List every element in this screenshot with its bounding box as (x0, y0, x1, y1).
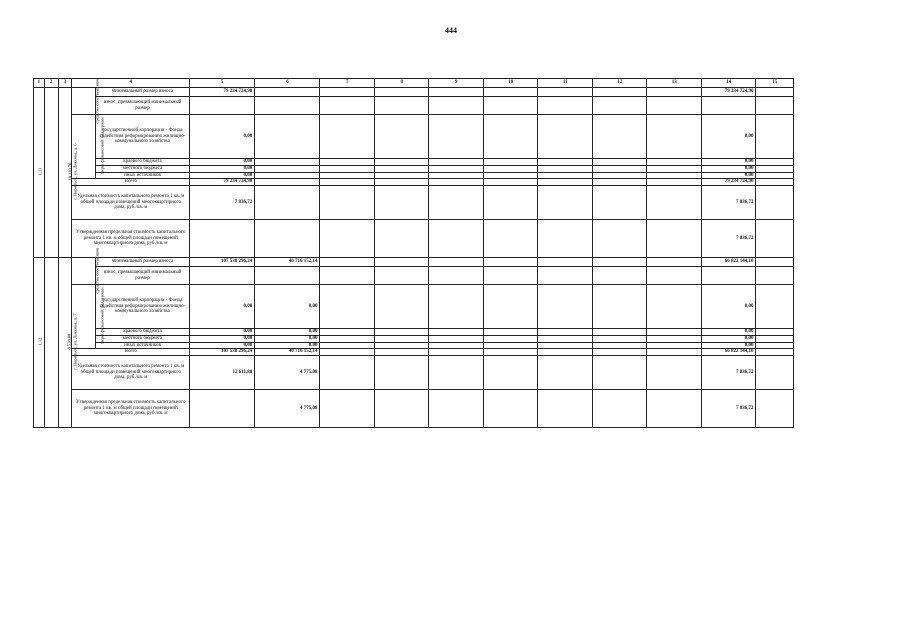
value-cell (190, 267, 255, 285)
record-index: 1.11 (34, 88, 45, 258)
value-cell: 7 836,72 (190, 186, 255, 220)
value-cell: 107 538 296,24 (190, 258, 255, 267)
empty-cell (756, 335, 794, 342)
empty-cell (320, 390, 375, 428)
empty-cell (374, 356, 429, 390)
empty-cell (647, 88, 702, 97)
empty-cell (429, 335, 484, 342)
empty-cell (320, 356, 375, 390)
value-cell: 0,00 (701, 329, 756, 336)
record-address: г. Норильск, ул. Диксона, д. 7 (44, 258, 58, 428)
empty-cell (483, 115, 538, 159)
row-label: Удельная стоимость капитального ремонта 1 кв. м общей площади помещений многоквартирного дома, руб./кв. м (72, 186, 190, 220)
empty-cell (429, 356, 484, 390)
column-header: 13 (647, 79, 702, 88)
empty-cell (647, 342, 702, 349)
table-row (34, 172, 794, 179)
empty-cell (756, 220, 794, 258)
empty-cell (483, 356, 538, 390)
empty-cell (756, 342, 794, 349)
value-cell (190, 220, 255, 258)
value-cell (255, 165, 320, 172)
empty-cell (538, 179, 593, 186)
column-header: 15 (756, 79, 794, 88)
empty-cell (647, 172, 702, 179)
value-cell: 0,00 (701, 172, 756, 179)
empty-cell (647, 97, 702, 115)
empty-cell (374, 349, 429, 356)
empty-cell (592, 267, 647, 285)
column-header: 12 (592, 79, 647, 88)
empty-cell (374, 285, 429, 329)
empty-cell (538, 335, 593, 342)
value-cell: 0,00 (701, 159, 756, 166)
empty-cell (320, 267, 375, 285)
row-label: взнос, превышающий минимальный размер (95, 267, 189, 285)
value-cell: 0,00 (701, 115, 756, 159)
row-label: минимальный размер взноса (95, 258, 189, 267)
column-header: 11 (538, 79, 593, 88)
empty-cell (538, 342, 593, 349)
empty-cell (592, 165, 647, 172)
record-area: 8 528,80 (58, 258, 72, 428)
empty-cell (647, 115, 702, 159)
empty-cell (592, 335, 647, 342)
column-header: 9 (429, 79, 484, 88)
empty-cell (483, 97, 538, 115)
empty-cell (756, 179, 794, 186)
row-label: Утвержденная предельная стоимость капитального ремонта 1 кв. м общей площади помещений многоквартирного дома, руб./кв. м (72, 390, 190, 428)
owners-funds-label: средства собственников (72, 88, 96, 115)
empty-cell (592, 258, 647, 267)
empty-cell (756, 349, 794, 356)
empty-cell (429, 159, 484, 166)
empty-cell (374, 172, 429, 179)
value-cell: 0,00 (190, 159, 255, 166)
empty-cell (647, 335, 702, 342)
value-cell: 0,00 (701, 335, 756, 342)
value-cell: 0,00 (255, 342, 320, 349)
row-label: краевого бюджета (95, 159, 189, 166)
empty-cell (647, 165, 702, 172)
value-cell (190, 390, 255, 428)
empty-cell (538, 186, 593, 220)
empty-cell (538, 97, 593, 115)
value-cell: 79 234 724,90 (190, 88, 255, 97)
empty-cell (756, 172, 794, 179)
empty-cell (320, 285, 375, 329)
empty-cell (320, 88, 375, 97)
value-cell (255, 220, 320, 258)
value-cell (255, 172, 320, 179)
value-cell: 0,00 (701, 342, 756, 349)
value-cell (255, 179, 320, 186)
empty-cell (756, 115, 794, 159)
value-cell: 7 836,72 (701, 186, 756, 220)
empty-cell (592, 186, 647, 220)
empty-cell (374, 258, 429, 267)
value-cell: 12 611,80 (190, 356, 255, 390)
value-cell: 79 234 724,90 (190, 179, 255, 186)
empty-cell (647, 390, 702, 428)
empty-cell (647, 220, 702, 258)
empty-cell (538, 88, 593, 97)
row-label: Всего (72, 179, 190, 186)
value-cell (255, 159, 320, 166)
empty-cell (429, 349, 484, 356)
empty-cell (756, 356, 794, 390)
empty-cell (483, 179, 538, 186)
empty-cell (374, 342, 429, 349)
table-row (34, 267, 794, 285)
empty-cell (483, 159, 538, 166)
empty-cell (647, 329, 702, 336)
empty-cell (320, 115, 375, 159)
value-cell (190, 97, 255, 115)
empty-cell (374, 186, 429, 220)
row-label: краевого бюджета (95, 329, 189, 336)
empty-cell (429, 285, 484, 329)
column-header: 6 (255, 79, 320, 88)
empty-cell (592, 390, 647, 428)
empty-cell (374, 115, 429, 159)
empty-cell (592, 285, 647, 329)
value-cell: 66 822 144,10 (701, 349, 756, 356)
table-row (34, 220, 794, 258)
value-cell: 0,00 (190, 342, 255, 349)
empty-cell (320, 335, 375, 342)
record-address: г. Норильск, ул. Диксона, д. 6 (44, 88, 58, 258)
empty-cell (429, 172, 484, 179)
empty-cell (592, 342, 647, 349)
column-header: 3 (58, 79, 72, 88)
empty-cell (538, 115, 593, 159)
empty-cell (429, 342, 484, 349)
table-row (34, 97, 794, 115)
table-row (34, 159, 794, 166)
empty-cell (592, 220, 647, 258)
value-cell: 0,00 (255, 335, 320, 342)
value-cell: 0,00 (190, 335, 255, 342)
empty-cell (429, 115, 484, 159)
empty-cell (538, 220, 593, 258)
record-index: 1.12 (34, 258, 45, 428)
empty-cell (592, 329, 647, 336)
empty-cell (592, 356, 647, 390)
empty-cell (592, 159, 647, 166)
empty-cell (592, 88, 647, 97)
empty-cell (756, 88, 794, 97)
empty-cell (756, 165, 794, 172)
empty-cell (374, 165, 429, 172)
empty-cell (538, 390, 593, 428)
empty-cell (483, 172, 538, 179)
row-label: иных источников (95, 342, 189, 349)
empty-cell (483, 88, 538, 97)
value-cell: 40 716 152,14 (255, 349, 320, 356)
table-row (34, 179, 794, 186)
table-row (34, 165, 794, 172)
empty-cell (592, 115, 647, 159)
empty-cell (320, 342, 375, 349)
empty-cell (374, 390, 429, 428)
page-number: 444 (445, 26, 457, 35)
table-row (34, 329, 794, 336)
empty-cell (592, 349, 647, 356)
value-cell: 7 836,72 (701, 356, 756, 390)
column-header: 8 (374, 79, 429, 88)
table-row (34, 342, 794, 349)
empty-cell (320, 220, 375, 258)
empty-cell (756, 159, 794, 166)
row-label: местного бюджета (95, 165, 189, 172)
empty-cell (592, 172, 647, 179)
row-label: государственной корпорации - Фонда содействия реформированию жилищно-коммунального хозяйства (95, 285, 189, 329)
empty-cell (320, 159, 375, 166)
table-row (34, 115, 794, 159)
value-cell: 79 234 724,90 (701, 179, 756, 186)
column-header: 5 (190, 79, 255, 88)
value-cell: 40 716 152,14 (255, 258, 320, 267)
empty-cell (756, 329, 794, 336)
table-row (34, 335, 794, 342)
empty-cell (592, 179, 647, 186)
row-label: государственной корпорации - Фонда содействия реформированию жилищно-коммунального хозяйства (95, 115, 189, 159)
empty-cell (429, 179, 484, 186)
empty-cell (374, 159, 429, 166)
empty-cell (647, 179, 702, 186)
empty-cell (483, 390, 538, 428)
empty-cell (538, 159, 593, 166)
column-number-row (34, 79, 794, 88)
owners-funds-label: средства собственников (72, 258, 96, 285)
empty-cell (320, 186, 375, 220)
row-label: местного бюджета (95, 335, 189, 342)
empty-cell (647, 186, 702, 220)
row-label: Утвержденная предельная стоимость капитального ремонта 1 кв. м общей площади помещений многоквартирного дома, руб./кв. м (72, 220, 190, 258)
row-label: взнос, превышающий минимальный размер (95, 97, 189, 115)
table-row (34, 186, 794, 220)
empty-cell (483, 220, 538, 258)
empty-cell (429, 390, 484, 428)
record-area: 10 110,70 (58, 88, 72, 258)
value-cell: 0,00 (255, 285, 320, 329)
table-row (34, 390, 794, 428)
value-cell: 4 775,08 (255, 390, 320, 428)
empty-cell (647, 159, 702, 166)
table-row (34, 258, 794, 267)
empty-cell (483, 349, 538, 356)
row-label: Удельная стоимость капитального ремонта 1 кв. м общей площади помещений многоквартирного дома, руб./кв. м (72, 356, 190, 390)
value-cell: 0,00 (190, 329, 255, 336)
empty-cell (483, 258, 538, 267)
empty-cell (483, 285, 538, 329)
empty-cell (592, 97, 647, 115)
table-row (34, 349, 794, 356)
value-cell: 0,00 (190, 172, 255, 179)
empty-cell (429, 258, 484, 267)
empty-cell (538, 285, 593, 329)
column-header: 1 (34, 79, 45, 88)
empty-cell (320, 179, 375, 186)
empty-cell (320, 165, 375, 172)
table-row (34, 285, 794, 329)
empty-cell (429, 97, 484, 115)
value-cell (255, 88, 320, 97)
empty-cell (429, 165, 484, 172)
empty-cell (320, 258, 375, 267)
empty-cell (374, 179, 429, 186)
empty-cell (483, 335, 538, 342)
value-cell (701, 267, 756, 285)
value-cell: 66 822 144,10 (701, 258, 756, 267)
value-cell (255, 267, 320, 285)
empty-cell (374, 267, 429, 285)
value-cell: 107 538 296,24 (190, 349, 255, 356)
empty-cell (647, 356, 702, 390)
empty-cell (647, 349, 702, 356)
empty-cell (538, 267, 593, 285)
empty-cell (483, 329, 538, 336)
empty-cell (483, 165, 538, 172)
value-cell: 0,00 (701, 165, 756, 172)
empty-cell (756, 390, 794, 428)
empty-cell (429, 267, 484, 285)
value-cell: 0,00 (190, 165, 255, 172)
empty-cell (756, 258, 794, 267)
table-row (34, 356, 794, 390)
empty-cell (429, 186, 484, 220)
empty-cell (320, 329, 375, 336)
value-cell: 0,00 (701, 285, 756, 329)
row-label: Всего (72, 349, 190, 356)
empty-cell (320, 97, 375, 115)
empty-cell (647, 258, 702, 267)
empty-cell (647, 267, 702, 285)
value-cell: 7 836,72 (701, 220, 756, 258)
empty-cell (483, 342, 538, 349)
empty-cell (647, 285, 702, 329)
column-header: 2 (44, 79, 58, 88)
empty-cell (374, 329, 429, 336)
empty-cell (756, 97, 794, 115)
value-cell: 0,00 (190, 285, 255, 329)
capital-repair-table (33, 78, 794, 428)
column-header: 4 (72, 79, 190, 88)
value-cell: 0,00 (255, 329, 320, 336)
column-header: 10 (483, 79, 538, 88)
value-cell (255, 97, 320, 115)
value-cell: 7 836,72 (701, 390, 756, 428)
empty-cell (483, 186, 538, 220)
empty-cell (320, 172, 375, 179)
column-header: 7 (320, 79, 375, 88)
empty-cell (374, 88, 429, 97)
empty-cell (483, 267, 538, 285)
empty-cell (429, 88, 484, 97)
finance-support-label: меры финансовой поддержки (72, 115, 96, 179)
empty-cell (538, 258, 593, 267)
empty-cell (756, 285, 794, 329)
empty-cell (320, 349, 375, 356)
value-cell (701, 97, 756, 115)
empty-cell (374, 335, 429, 342)
empty-cell (756, 267, 794, 285)
empty-cell (538, 349, 593, 356)
finance-support-label: меры финансовой поддержки (72, 285, 96, 349)
row-label: иных источников (95, 172, 189, 179)
empty-cell (429, 329, 484, 336)
empty-cell (429, 220, 484, 258)
empty-cell (374, 220, 429, 258)
value-cell: 0,00 (190, 115, 255, 159)
empty-cell (538, 172, 593, 179)
value-cell (255, 186, 320, 220)
table-row (34, 88, 794, 97)
column-header: 14 (701, 79, 756, 88)
row-label: минимальный размер взноса (95, 88, 189, 97)
empty-cell (756, 186, 794, 220)
value-cell: 79 234 724,90 (701, 88, 756, 97)
empty-cell (538, 165, 593, 172)
empty-cell (538, 329, 593, 336)
empty-cell (374, 97, 429, 115)
value-cell (255, 115, 320, 159)
value-cell: 4 775,08 (255, 356, 320, 390)
empty-cell (538, 356, 593, 390)
